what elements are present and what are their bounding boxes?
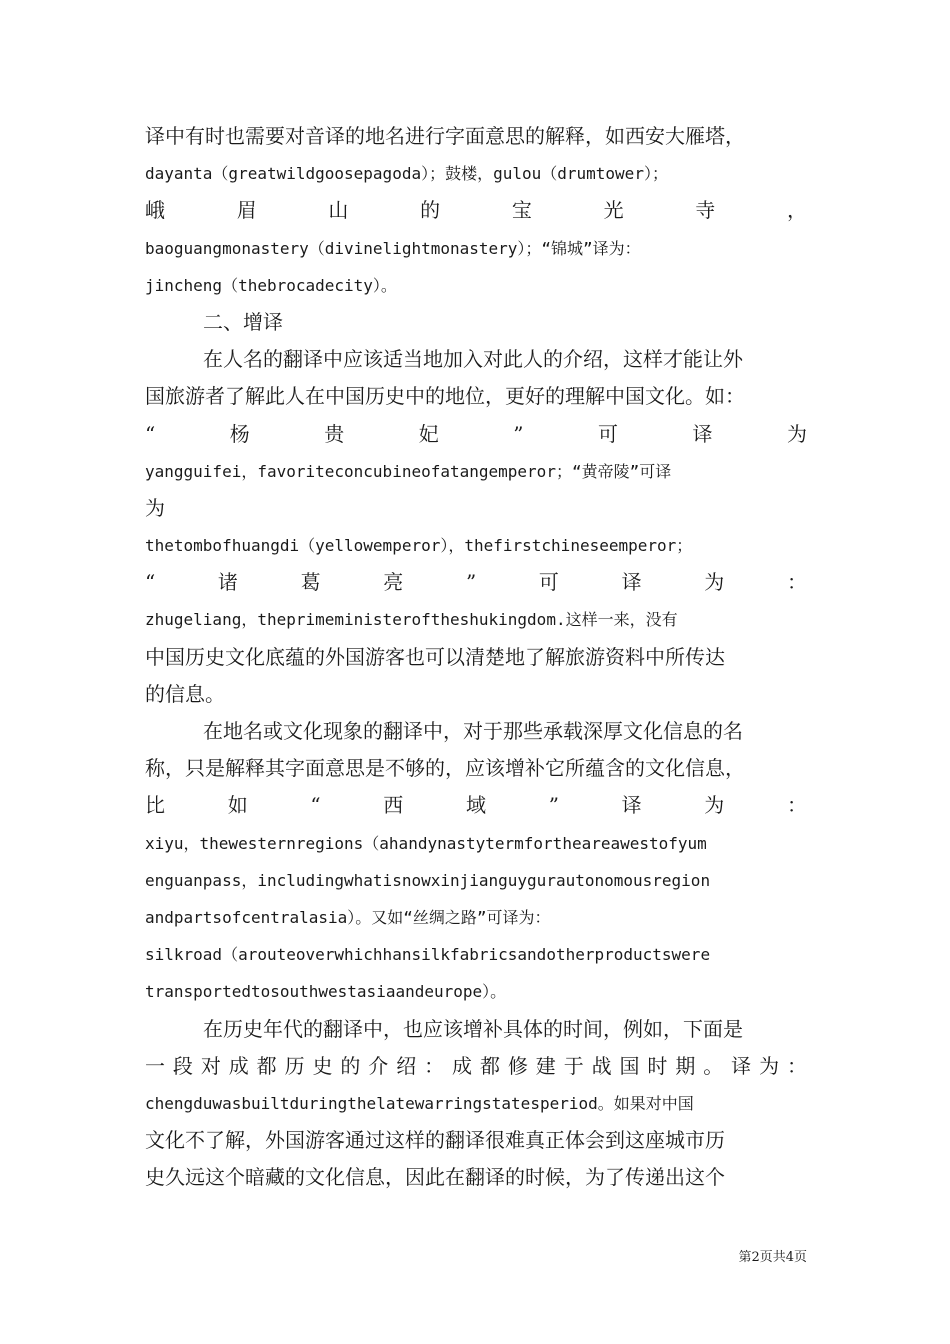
text-line: baoguangmonastery（divinelightmonastery）；“锦城”译为： <box>145 238 641 258</box>
text-line: transportedtosouthwestasiaandeurope）。 <box>145 982 507 1002</box>
text-line: 的信息。 <box>145 681 225 706</box>
text-line: andpartsofcentralasia）。又如“丝绸之路”可译为： <box>145 907 551 927</box>
text-line: “ 诸 葛 亮 ” 可 译 为 ： <box>145 570 807 595</box>
text-line: dayanta（greatwildgoosepagoda）；鼓楼，gulou（drumtower）； <box>145 164 668 184</box>
text-line: 在历史年代的翻译中，也应该增补具体的时间，例如，下面是 <box>203 1016 743 1041</box>
text-line: zhugeliang，theprimeministeroftheshukingdom.这样一来，没有 <box>145 610 678 630</box>
text-line: “ 杨 贵 妃 ” 可 译 为 <box>145 421 807 446</box>
text-line: 在人名的翻译中应该适当地加入对此人的介绍，这样才能让外 <box>203 347 743 372</box>
text-line: silkroad（arouteoverwhichhansilkfabricsandotherproductswere <box>145 945 711 965</box>
document-body <box>145 118 807 1196</box>
text-line: 译中有时也需要对音译的地名进行字面意思的解释，如西安大雁塔， <box>145 124 745 148</box>
text-line: xiyu，thewesternregions（ahandynastytermfortheareawestofyum <box>145 833 707 853</box>
text-line: 文化不了解，外国游客通过这样的翻译很难真正体会到这座城市历 <box>145 1128 725 1153</box>
page-indicator: 第2页共4页 <box>738 1250 807 1265</box>
text-line: 称，只是解释其字面意思是不够的，应该增补它所蕴含的文化信息， <box>145 756 745 781</box>
text-line: 为 <box>145 495 165 520</box>
text-line: 在地名或文化现象的翻译中，对于那些承载深厚文化信息的名 <box>203 719 743 743</box>
text-line: yangguifei，favoriteconcubineofatangemperor；“黄帝陵”可译 <box>145 461 672 481</box>
text-line: 史久远这个暗藏的文化信息，因此在翻译的时候，为了传递出这个 <box>145 1165 725 1190</box>
text-line: jincheng（thebrocadecity）。 <box>145 275 397 295</box>
text-line: thetombofhuangdi（yellowemperor），thefirstchineseemperor； <box>145 536 693 556</box>
text-line: enguanpass，includingwhatisnowxinjianguygurautonomousregion <box>145 870 711 890</box>
section-heading: 二、增译 <box>203 309 283 334</box>
text-line: 峨 眉 山 的 宝 光 寺 ， <box>145 198 807 223</box>
text-line: chengduwasbuiltduringthelatewarringstatesperiod。如果对中国 <box>145 1093 694 1113</box>
text-line: 中国历史文化底蕴的外国游客也可以清楚地了解旅游资料中所传达 <box>145 644 725 669</box>
text-line: 国旅游者了解此人在中国历史中的地位，更好的理解中国文化。如： <box>145 384 745 409</box>
text-line: 一段对成都历史的介绍：成都修建于战国时期。译为： <box>145 1053 807 1078</box>
text-line: 比 如 “ 西 域 ” 译 为 ： <box>145 793 807 818</box>
